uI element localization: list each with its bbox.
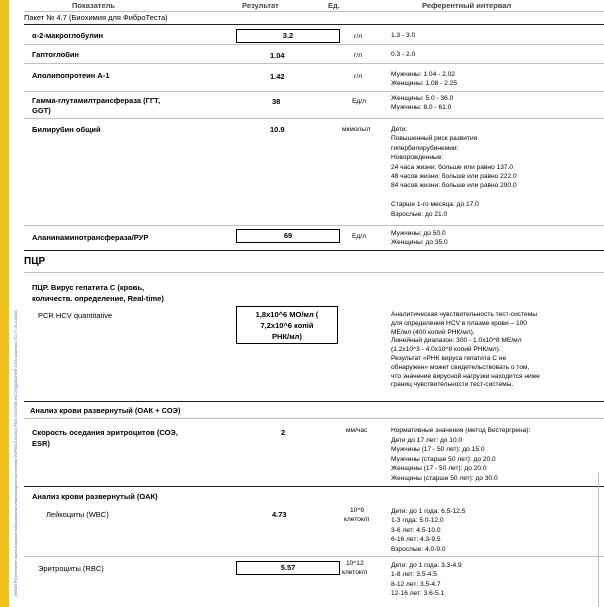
esr-ref: Нормативные значения (метод Вестергрена): Дети до 17 лет: до 10.0 Мужчины (17 - 50 лет): до 15.0 Мужчины (старше 50 лет): до 20.0 Женщины (17 - 50 лет): до 20.0 Женщины (старше 50 лет): до 30.0 — [391, 427, 531, 482]
bili-ref: Дети: Повышенный риск развития гипербилирубинемии: Новорожденные: 24 часа жизни: больше или равно 137.0 48 часов жизни: больше или равно 222.0 84 часов жизни: больше или равно 290.0 Старше 1-го месяца: до 17.0 Взрослые: до 21.0 — [391, 126, 517, 218]
bili-unit: мкмоль/л — [342, 126, 371, 133]
oak-esr-section-title: Анализ крови развернутый (ОАК + СОЭ) — [30, 406, 181, 415]
wbc-result: 4.73 — [272, 510, 287, 519]
ggt-unit: Ед/л — [352, 98, 366, 105]
apoa1-result: 1.42 — [270, 72, 285, 81]
rbc-name: Эритроциты (RBC) — [38, 564, 104, 573]
bili-result: 10.9 — [270, 125, 285, 134]
scroll-edge — [598, 472, 599, 607]
apoa1-unit: г/л — [354, 73, 363, 80]
ggt-ref: Женщины: 5.0 - 36.0 Мужчины: 8.0 - 61.0 — [391, 95, 454, 111]
col-ref-header: Референтный интервал — [422, 1, 512, 10]
col-result-header: Результат — [242, 1, 279, 10]
apoa1-name: Аполипопротеин А-1 — [32, 71, 110, 80]
wbc-name: Лейкоциты (WBC) — [46, 510, 109, 519]
col-unit-header: Ед. — [328, 1, 340, 10]
pcr-section-title: ПЦР — [24, 256, 46, 267]
side-vertical-text: ИНВИТРО Интернет-заказ анализов лабораторная информационная система ФОРМА БЛАНКА РЕЗУЛЬТАТОВ ИССЛЕДОВАНИЙ 2015 лицензия ЛО-77-01-010803 — [14, 310, 18, 596]
rbc-result: 5.57 — [236, 561, 340, 575]
pcr-title: ПЦР. Вирус гепатита С (кровь, количеств. определение, Real-time) — [32, 283, 164, 303]
pcr-result: 1,8x10^6 МО/мл ( 7,2x10^6 копій РНК/мл) — [236, 306, 338, 344]
left-accent-stripe — [0, 0, 9, 607]
wbc-ref: Дети: до 1 года: 6.5-12.5 1-3 года: 5.0-12.0 3-6 лет: 4.5-10.0 6-16 лет: 4.3-9.5 Взрослые: 4.0-9.0 — [391, 508, 466, 553]
results-document — [24, 0, 604, 607]
pcr-ref: Аналитическая чувствительность тест-системы для определения HCV в плазме крови – 100 МЕ/мл (400 копий РНК/мл). Линейный диапазон: 300 - 1.0x10^8 МЕ/мл (1.2x10^3 - 4.0x10^8 копий РНК/мл). Результат «РНК вируса гепатита С не обнаружен» может свидетельствовать о том, что значение вирусной нагрузки находится ниже границ чувствительности тест-системы. — [391, 311, 540, 389]
esr-name: Скорость оседания эритроцитов (СОЭ, ESR) — [32, 428, 178, 448]
a2m-unit: г/л — [354, 33, 363, 40]
alt-name: Аланинаминотрансфераза/РУР — [32, 233, 149, 242]
alt-result: 69 — [236, 229, 340, 243]
hapto-result: 1.04 — [270, 51, 285, 60]
esr-result: 2 — [281, 428, 286, 437]
a2m-ref: 1.3 - 3.0 — [391, 32, 416, 39]
hapto-name: Гаптоглобин — [32, 50, 79, 59]
rbc-ref: Дети: до 1 года: 3.3-4.9 1-8 лет: 3.5-4.5 8-12 лет: 3.5-4.7 12-16 лет: 3.6-5.1 — [391, 562, 462, 598]
wbc-unit: 10^9 клеток/л — [344, 507, 370, 523]
col-name-header: Показатель — [72, 1, 116, 10]
hapto-ref: 0.3 - 2.0 — [391, 51, 416, 58]
panel-title: Пакет № 4.7 (Биохимия для ФиброТеста) — [24, 13, 168, 22]
alt-ref: Мужчины: до 50.0 Женщины: до 35.0 — [391, 230, 448, 246]
hapto-unit: г/л — [354, 52, 363, 59]
table-header — [24, 0, 604, 11]
oak-section-title: Анализ крови развернутый (ОАК) — [32, 492, 158, 501]
ggt-name: Гамма-глутамилтрансфераза (ГГТ, GGT) — [32, 96, 161, 115]
a2m-result: 3.2 — [236, 29, 340, 43]
rbc-unit: 10^12 клеток/л — [342, 560, 368, 576]
ggt-result: 38 — [272, 97, 281, 106]
pcr-item-name: PCR HCV quantitative — [38, 311, 113, 320]
esr-unit: мм/час — [346, 427, 368, 434]
alt-unit: Ед/л — [352, 233, 366, 240]
apoa1-ref: Мужчины: 1.04 - 2.02 Женщины: 1.08 - 2.25 — [391, 71, 457, 87]
a2m-name: α-2-макроглобулин — [32, 31, 104, 40]
bili-name: Билирубин общий — [32, 125, 101, 134]
